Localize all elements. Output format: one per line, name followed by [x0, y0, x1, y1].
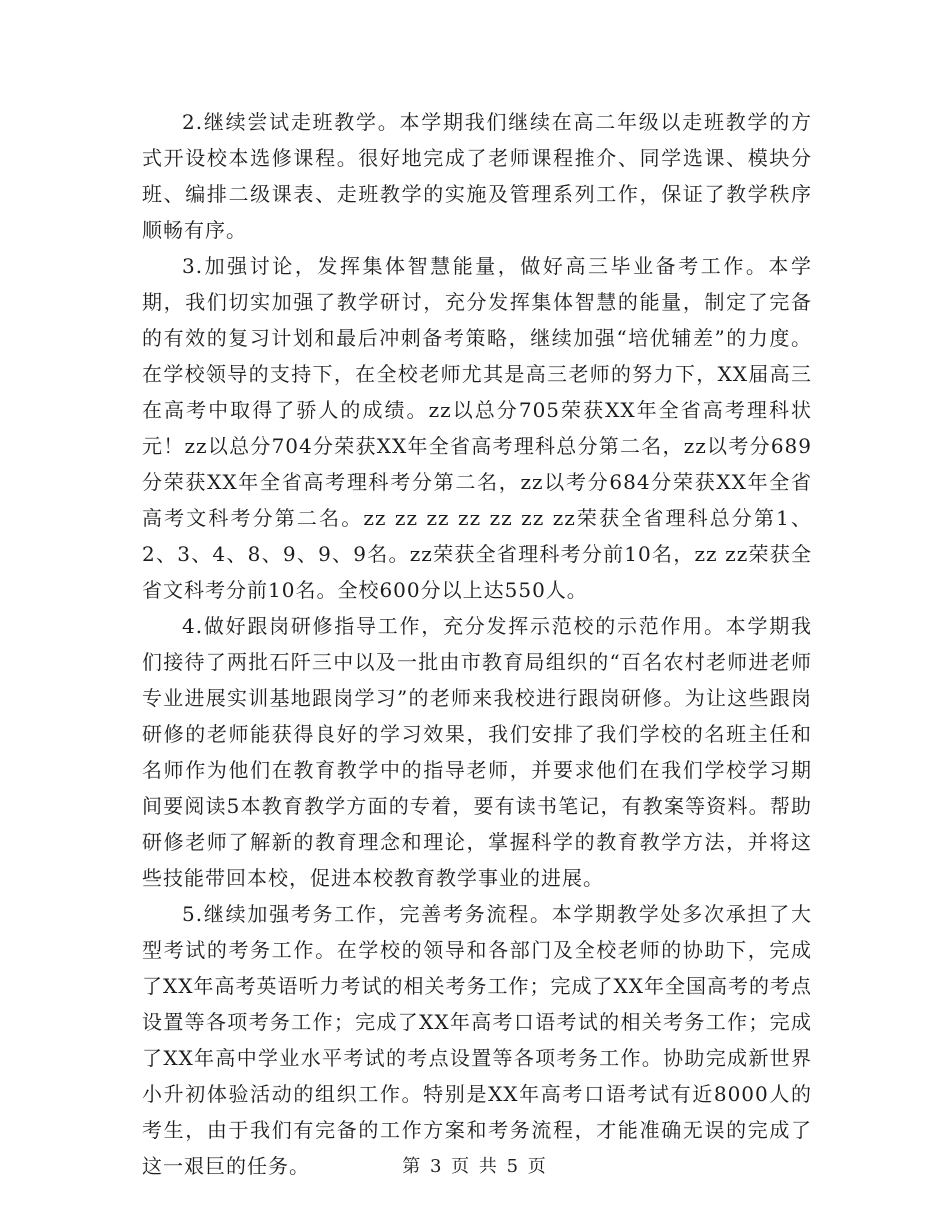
paragraph-item-3: 3.加强讨论，发挥集体智慧能量，做好高三毕业备考工作。本学期，我们切实加强了教学研讨，充分发挥集体智慧的能量，制定了完备的有效的复习计划和最后冲刺备考策略，继续加强“培优辅差”的力度。在学校领导的支持下，在全校老师尤其是高三老师的努力下，XX届高三在高考中取得了骄人的成绩。zz以总分705荣获XX年全省高考理科状元！zz以总分704分荣获XX年全省高考理科总分第二名，zz以考分689分荣获XX年全省高考理科考分第二名，zz以考分684分荣获XX年全省高考文科考分第二名。zz zz zz zz zz zz zz荣获全省理科总分第1、2、3、4、8、9、9、9名。zz荣获全省理科考分前10名，zz zz荣获全省文科考分前10名。全校600分以上达550人。	[142, 254, 812, 602]
paragraph-item-5: 5.继续加强考务工作，完善考务流程。本学期教学处多次承担了大型考试的考务工作。在学校的领导和各部门及全校老师的协助下，完成了XX年高考英语听力考试的相关考务工作；完成了XX年全国高考的考点设置等各项考务工作；完成了XX年高考口语考试的相关考务工作；完成了XX年高中学业水平考试的考点设置等各项考务工作。协助完成新世界小升初体验活动的组织工作。特别是XX年高考口语考试有近8000人的考生，由于我们有完备的工作方案和考务流程，才能准确无误的完成了这一艰巨的任务。	[142, 902, 812, 1178]
paragraph-item-4: 4.做好跟岗研修指导工作，充分发挥示范校的示范作用。本学期我们接待了两批石阡三中以及一批由市教育局组织的“百名农村老师进老师专业进展实训基地跟岗学习”的老师来我校进行跟岗研修。为让这些跟岗研修的老师能获得良好的学习效果，我们安排了我们学校的名班主任和名师作为他们在教育教学中的指导老师，并要求他们在我们学校学习期间要阅读5本教育教学方面的专着，要有读书笔记，有教案等资料。帮助研修老师了解新的教育理念和理论，掌握科学的教育教学方法，并将这些技能带回本校，促进本校教育教学事业的进展。	[142, 614, 812, 890]
document-body	[142, 104, 812, 1184]
paragraph-item-2: 2.继续尝试走班教学。本学期我们继续在高二年级以走班教学的方式开设校本选修课程。很好地完成了老师课程推介、同学选课、模块分班、编排二级课表、走班教学的实施及管理系列工作，保证了教学秩序顺畅有序。	[142, 110, 812, 242]
page-number-footer: 第 3 页 共 5 页	[402, 1156, 548, 1177]
